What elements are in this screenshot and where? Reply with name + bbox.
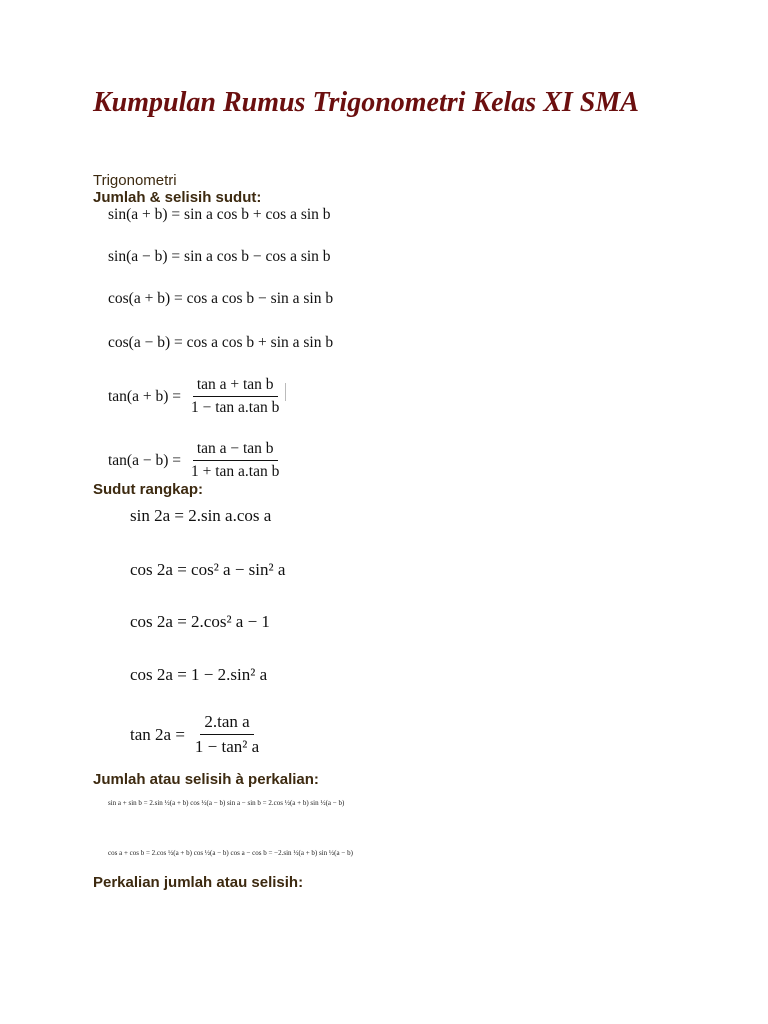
section-sum-diff: Jumlah & selisih sudut: bbox=[93, 189, 262, 206]
formula-sin-sum: sin(a + b) = sin a cos b + cos a sin b bbox=[108, 206, 331, 223]
text-cursor bbox=[285, 383, 286, 401]
section-double-angle: Sudut rangkap: bbox=[93, 481, 204, 498]
formula-cos-2a-2: cos 2a = 2.cos² a − 1 bbox=[130, 612, 270, 631]
section-sum-to-product: Jumlah atau selisih à perkalian: bbox=[93, 771, 319, 788]
page-title: Kumpulan Rumus Trigonometri Kelas XI SMA bbox=[93, 87, 639, 118]
formula-cos-sum-to-product: cos a + cos b = 2.cos ½(a + b) cos ½(a − b) cos a − cos b = −2.sin ½(a + b) sin ½(a − b) bbox=[108, 849, 353, 857]
formula-sin-diff: sin(a − b) = sin a cos b − cos a sin b bbox=[108, 248, 331, 265]
formula-cos-diff: cos(a − b) = cos a cos b + sin a sin b bbox=[108, 334, 334, 351]
formula-tan-2a: tan 2a = $\frac{\text{2.tan a}}{\text{1 − tan² a}}$ bbox=[130, 712, 260, 756]
formula-sin-2a: sin 2a = 2.sin a.cos a bbox=[130, 506, 272, 525]
section-trigonometri: Trigonometri bbox=[93, 172, 177, 189]
formula-sin-sum-to-product: sin a + sin b = 2.sin ½(a + b) cos ½(a − b) sin a − sin b = 2.cos ½(a + b) sin ½(a − b) bbox=[108, 799, 345, 807]
formula-tan-sum: tan(a + b) = $\frac{\text{tan a + tan b}}{\text{1 − tan a.tan b}}$ bbox=[108, 376, 280, 416]
formula-cos-2a-1: cos 2a = cos² a − sin² a bbox=[130, 560, 286, 579]
section-product-to-sum: Perkalian jumlah atau selisih: bbox=[93, 874, 304, 891]
formula-cos-sum: cos(a + b) = cos a cos b − sin a sin b bbox=[108, 290, 334, 307]
formula-cos-2a-3: cos 2a = 1 − 2.sin² a bbox=[130, 665, 268, 684]
formula-tan-diff: tan(a − b) = $\frac{\text{tan a − tan b}}{\text{1 + tan a.tan b}}$ bbox=[108, 440, 280, 480]
